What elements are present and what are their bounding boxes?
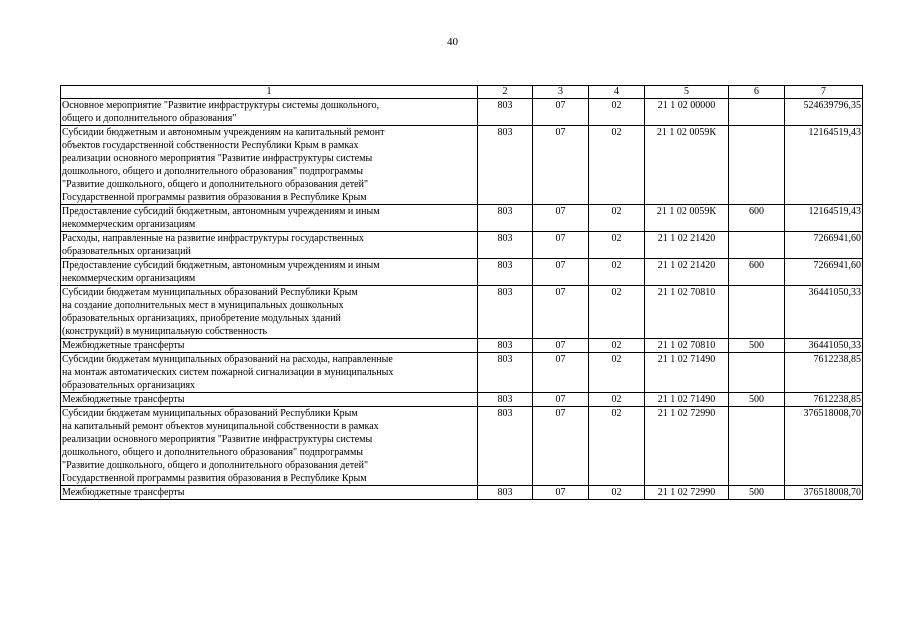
cell-section: 07: [533, 205, 589, 232]
cell-amount: 7612238,85: [785, 393, 863, 407]
cell-amount: 12164519,43: [785, 126, 863, 205]
cell-expense-type: [729, 232, 785, 259]
table-header-row: [61, 86, 863, 99]
cell-section: 07: [533, 99, 589, 126]
cell-target-article: 21 1 02 70810: [645, 339, 729, 353]
cell-subsection: 02: [589, 232, 645, 259]
cell-expense-type: [729, 99, 785, 126]
cell-ministry: 803: [478, 232, 533, 259]
cell-section: 07: [533, 407, 589, 486]
cell-expense-type: [729, 286, 785, 339]
cell-subsection: 02: [589, 407, 645, 486]
cell-section: 07: [533, 339, 589, 353]
cell-ministry: 803: [478, 286, 533, 339]
cell-target-article: 21 1 02 70810: [645, 286, 729, 339]
cell-section: 07: [533, 393, 589, 407]
cell-expense-type: [729, 353, 785, 393]
table-row: [61, 286, 863, 339]
cell-name: Предоставление субсидий бюджетным, автономным учреждениям и иным некоммерческим организациям: [61, 259, 478, 286]
cell-name: Субсидии бюджетам муниципальных образований на расходы, направленные на монтаж автоматических систем пожарной сигнализации в муниципальных образовательных организациях: [61, 353, 478, 393]
header-col-5: 5: [645, 86, 729, 99]
cell-subsection: 02: [589, 259, 645, 286]
cell-expense-type: 500: [729, 339, 785, 353]
table-row: [61, 126, 863, 205]
cell-subsection: 02: [589, 99, 645, 126]
cell-target-article: 21 1 02 72990: [645, 486, 729, 500]
cell-target-article: 21 1 02 00000: [645, 99, 729, 126]
cell-amount: 36441050,33: [785, 339, 863, 353]
cell-subsection: 02: [589, 353, 645, 393]
cell-amount: 12164519,43: [785, 205, 863, 232]
header-col-3: 3: [533, 86, 589, 99]
table-row: [61, 339, 863, 353]
cell-ministry: 803: [478, 259, 533, 286]
cell-subsection: 02: [589, 393, 645, 407]
table-row: [61, 232, 863, 259]
header-col-6: 6: [729, 86, 785, 99]
cell-section: 07: [533, 232, 589, 259]
cell-expense-type: [729, 126, 785, 205]
cell-name: Межбюджетные трансферты: [61, 486, 478, 500]
header-col-2: 2: [478, 86, 533, 99]
cell-ministry: 803: [478, 99, 533, 126]
cell-expense-type: 600: [729, 259, 785, 286]
cell-target-article: 21 1 02 71490: [645, 393, 729, 407]
cell-target-article: 21 1 02 71490: [645, 353, 729, 393]
cell-target-article: 21 1 02 21420: [645, 232, 729, 259]
cell-expense-type: [729, 407, 785, 486]
cell-ministry: 803: [478, 126, 533, 205]
cell-expense-type: 500: [729, 393, 785, 407]
cell-section: 07: [533, 126, 589, 205]
cell-amount: 7612238,85: [785, 353, 863, 393]
cell-target-article: 21 1 02 0059К: [645, 205, 729, 232]
cell-amount: 36441050,33: [785, 286, 863, 339]
cell-section: 07: [533, 353, 589, 393]
cell-subsection: 02: [589, 126, 645, 205]
cell-amount: 376518008,70: [785, 486, 863, 500]
page-number: 40: [447, 36, 458, 48]
cell-ministry: 803: [478, 393, 533, 407]
cell-ministry: 803: [478, 353, 533, 393]
cell-ministry: 803: [478, 205, 533, 232]
cell-name: Межбюджетные трансферты: [61, 393, 478, 407]
cell-amount: 7266941,60: [785, 232, 863, 259]
cell-subsection: 02: [589, 205, 645, 232]
table-row: [61, 393, 863, 407]
cell-subsection: 02: [589, 339, 645, 353]
cell-amount: 7266941,60: [785, 259, 863, 286]
table-row: [61, 99, 863, 126]
cell-name: Межбюджетные трансферты: [61, 339, 478, 353]
cell-ministry: 803: [478, 407, 533, 486]
table-row: [61, 407, 863, 486]
header-col-4: 4: [589, 86, 645, 99]
header-col-7: 7: [785, 86, 863, 99]
cell-subsection: 02: [589, 486, 645, 500]
cell-target-article: 21 1 02 0059К: [645, 126, 729, 205]
cell-name: Субсидии бюджетам муниципальных образований Республики Крым на капитальный ремонт объектов муниципальной собственности в рамках реализации основного мероприятия "Развитие инфраструктуры системы дошкольного, общего и дополнительного образования" подпрограммы "Развитие дошкольного, общего и дополнительного образования детей" Государственной программы развития образования в Республике Крым: [61, 407, 478, 486]
cell-amount: 376518008,70: [785, 407, 863, 486]
header-col-1: 1: [61, 86, 478, 99]
cell-target-article: 21 1 02 72990: [645, 407, 729, 486]
cell-target-article: 21 1 02 21420: [645, 259, 729, 286]
table-row: [61, 259, 863, 286]
cell-amount: 524639796,35: [785, 99, 863, 126]
cell-subsection: 02: [589, 286, 645, 339]
cell-name: Расходы, направленные на развитие инфраструктуры государственных образовательных организаций: [61, 232, 478, 259]
table-row: [61, 205, 863, 232]
cell-name: Субсидии бюджетным и автономным учреждениям на капитальный ремонт объектов государственной собственности Республики Крым в рамках реализации основного мероприятия "Развитие инфраструктуры системы дошкольного, общего и дополнительного образования" подпрограммы "Развитие дошкольного, общего и дополнительного образования детей" Государственной программы развития образования в Республике Крым: [61, 126, 478, 205]
cell-section: 07: [533, 259, 589, 286]
cell-name: Основное мероприятие "Развитие инфраструктуры системы дошкольного, общего и дополнительного образования": [61, 99, 478, 126]
cell-name: Субсидии бюджетам муниципальных образований Республики Крым на создание дополнительных мест в муниципальных дошкольных образовательных организациях, приобретение модульных зданий (конструкций) в муниципальную собственность: [61, 286, 478, 339]
cell-name: Предоставление субсидий бюджетным, автономным учреждениям и иным некоммерческим организациям: [61, 205, 478, 232]
cell-ministry: 803: [478, 339, 533, 353]
cell-expense-type: 600: [729, 205, 785, 232]
table-body: [61, 99, 863, 500]
cell-ministry: 803: [478, 486, 533, 500]
table-row: [61, 486, 863, 500]
cell-section: 07: [533, 486, 589, 500]
cell-section: 07: [533, 286, 589, 339]
cell-expense-type: 500: [729, 486, 785, 500]
budget-table: [60, 85, 863, 500]
table-row: [61, 353, 863, 393]
